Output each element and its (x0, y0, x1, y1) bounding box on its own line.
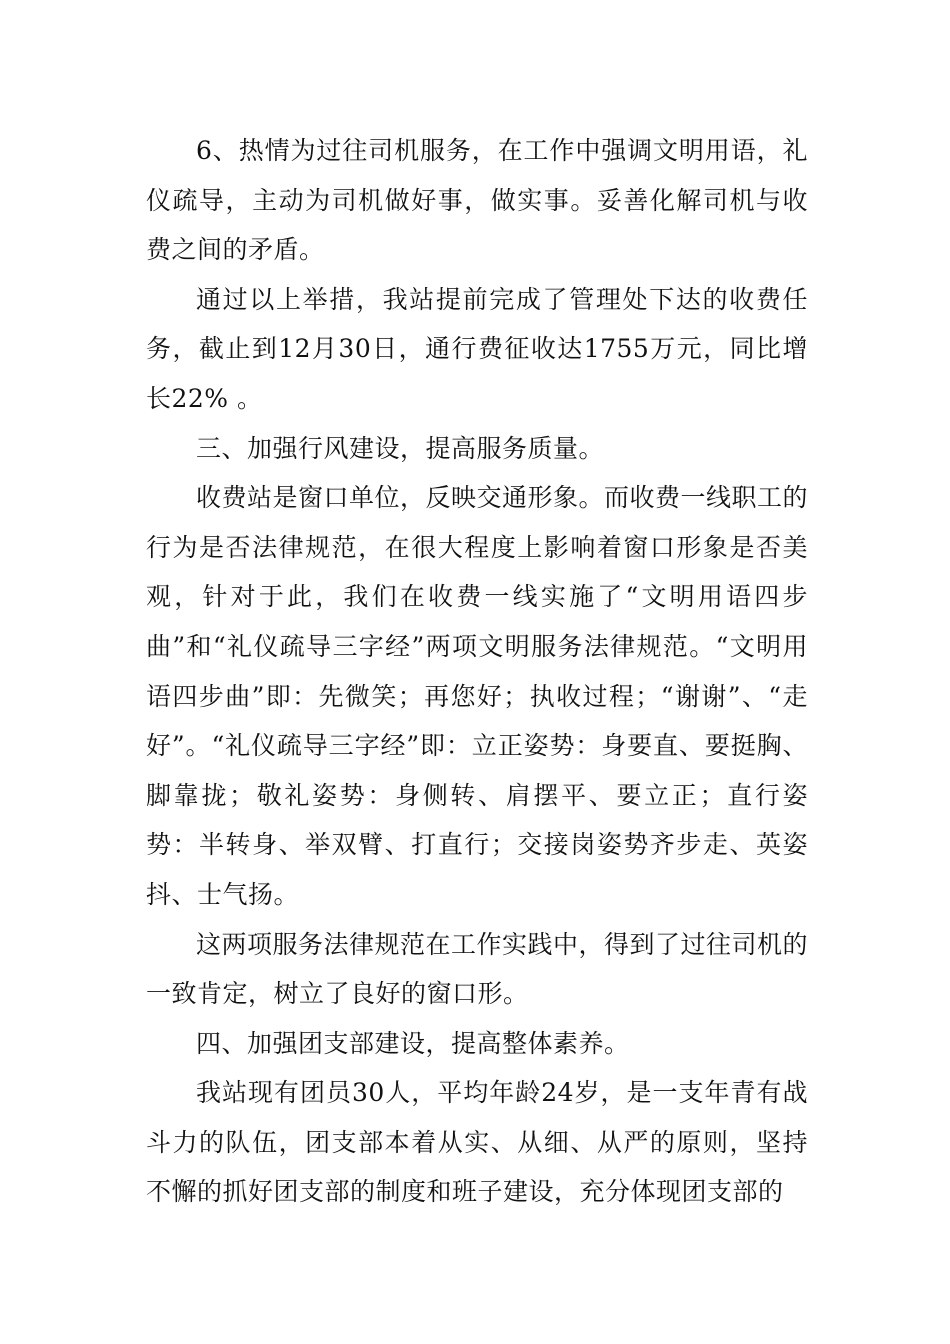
section-heading-three: 三、加强行风建设，提高服务质量。 (196, 433, 605, 463)
document-body (146, 126, 808, 1217)
section-heading-four: 四、加强团支部建设，提高整体素养。 (196, 1028, 630, 1058)
paragraph-league-branch: 我站现有团员30人，平均年龄24岁，是一支年青有战斗力的队伍，团支部本着从实、从细、从严的原则，坚持不懈的抓好团支部的制度和班子建设，充分体现团支部的 (146, 1078, 808, 1207)
paragraph-norms-outcome: 这两项服务法律规范在工作实践中，得到了过往司机的一致肯定，树立了良好的窗口形。 (146, 929, 809, 1009)
paragraph-service-measure: 6、热情为过往司机服务，在工作中强调文明用语，礼仪疏导，主动为司机做好事，做实事。妥善化解司机与收费之间的矛盾。 (146, 136, 808, 265)
paragraph-etiquette-norms: 收费站是窗口单位，反映交通形象。而收费一线职工的行为是否法律规范，在很大程度上影响着窗口形象是否美观，针对于此，我们在收费一线实施了“文明用语四步曲”和“礼仪疏导三字经”两项文明服务法律规范。“文明用语四步曲”即：先微笑；再您好；执收过程；“谢谢”、“走好”。“礼仪疏导三字经”即：立正姿势：身要直、要挺胸、脚靠拢；敬礼姿势：身侧转、肩摆平、要立正；直行姿势：半转身、举双臂、打直行；交接岗姿势齐步走、英姿抖、士气扬。 (146, 483, 809, 909)
paragraph-toll-result: 通过以上举措，我站提前完成了管理处下达的收费任务，截止到12月30日，通行费征收达1755万元，同比增长22% 。 (146, 284, 808, 413)
